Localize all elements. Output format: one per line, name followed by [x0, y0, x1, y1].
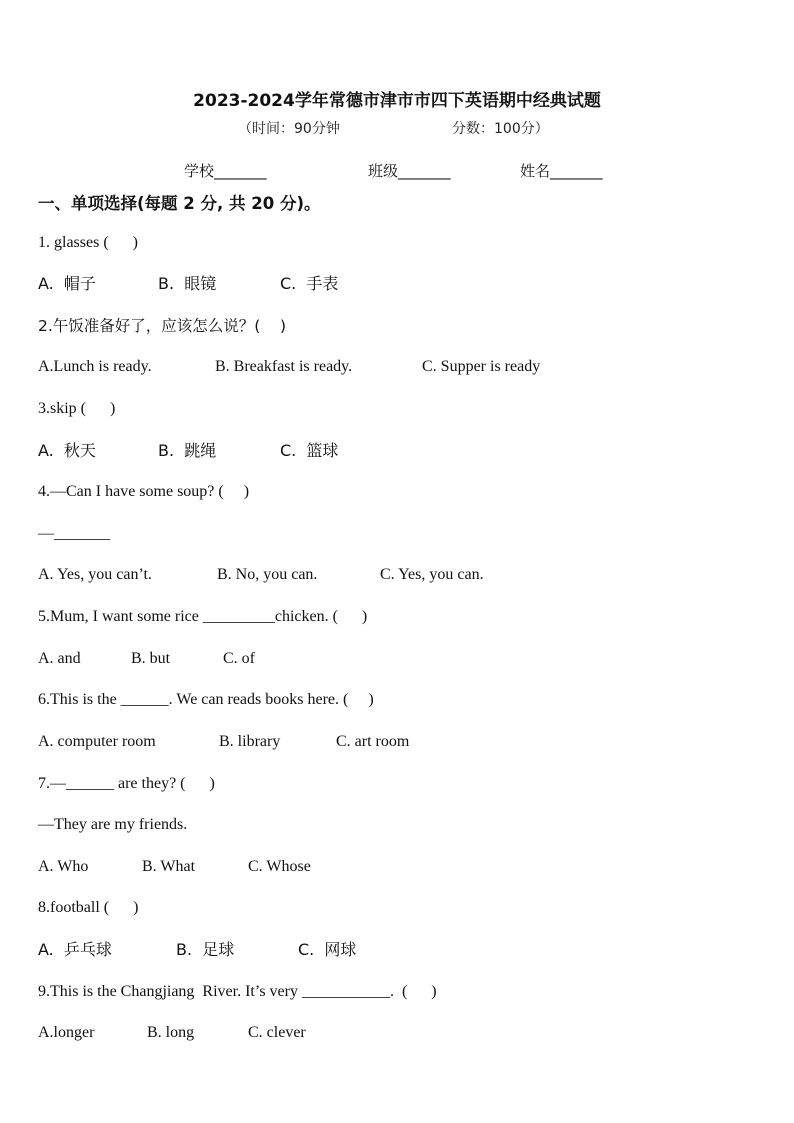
question-3-option-b: B. 跳绳: [158, 441, 217, 460]
question-4-answer-line: —_______: [38, 525, 110, 542]
question-2-stem: 2.午饭准备好了，应该怎么说？( ): [38, 317, 287, 335]
question-2-option-c: C. Supper is ready: [422, 358, 541, 375]
page-title: 2023-2024学年常德市津市市四下英语期中经典试题: [193, 91, 601, 111]
exam-time: （时间：90分钟: [238, 121, 340, 137]
question-5-option-b: B. but: [131, 650, 171, 667]
class-field: 班级_______: [368, 162, 451, 180]
question-6-option-a: A. computer room: [38, 733, 156, 750]
question-1-stem: 1. glasses ( ): [38, 234, 138, 251]
question-8-stem: 8.football ( ): [38, 899, 139, 916]
question-6-option-b: B. library: [219, 733, 281, 750]
question-8-option-b: B. 足球: [176, 940, 235, 959]
question-6-stem: 6.This is the ______. We can reads books here. ( ): [38, 691, 374, 708]
question-7-answer-line: —They are my friends.: [38, 816, 188, 833]
question-1-option-b: B. 眼镜: [158, 274, 217, 293]
question-8-option-c: C. 网球: [298, 940, 357, 959]
question-5-stem: 5.Mum, I want some rice _________chicken. ( ): [38, 608, 368, 625]
question-7-option-b: B. What: [142, 858, 196, 875]
section-title: 一、单项选择(每题 2 分, 共 20 分)。: [38, 194, 321, 213]
question-7-stem: 7.—______ are they? ( ): [38, 775, 215, 792]
question-6-option-c: C. art room: [336, 733, 410, 750]
question-5-option-c: C. of: [223, 650, 255, 667]
name-field: 姓名_______: [520, 162, 603, 180]
question-4-option-c: C. Yes, you can.: [380, 566, 484, 583]
question-3-option-c: C. 篮球: [280, 441, 339, 460]
question-7-option-a: A. Who: [38, 858, 89, 875]
question-2-option-a: A.Lunch is ready.: [38, 358, 152, 375]
question-9-option-c: C. clever: [248, 1024, 306, 1041]
question-7-option-c: C. Whose: [248, 858, 311, 875]
question-4-option-b: B. No, you can.: [217, 566, 318, 583]
question-5-option-a: A. and: [38, 650, 81, 667]
exam-score: 分数：100分）: [452, 121, 549, 137]
question-9-option-b: B. long: [147, 1024, 195, 1041]
school-field: 学校_______: [184, 162, 267, 180]
question-3-stem: 3.skip ( ): [38, 400, 116, 417]
question-1-option-c: C. 手表: [280, 274, 339, 293]
question-4-stem: 4.—Can I have some soup? ( ): [38, 483, 250, 500]
question-1-option-a: A. 帽子: [38, 274, 96, 293]
question-9-option-a: A.longer: [38, 1024, 95, 1041]
question-8-option-a: A. 乒乓球: [38, 940, 112, 959]
question-4-option-a: A. Yes, you can’t.: [38, 566, 152, 583]
question-2-option-b: B. Breakfast is ready.: [215, 358, 353, 375]
question-3-option-a: A. 秋天: [38, 441, 96, 460]
question-9-stem: 9.This is the Changjiang River. It’s very ___________. ( ): [38, 983, 437, 1000]
